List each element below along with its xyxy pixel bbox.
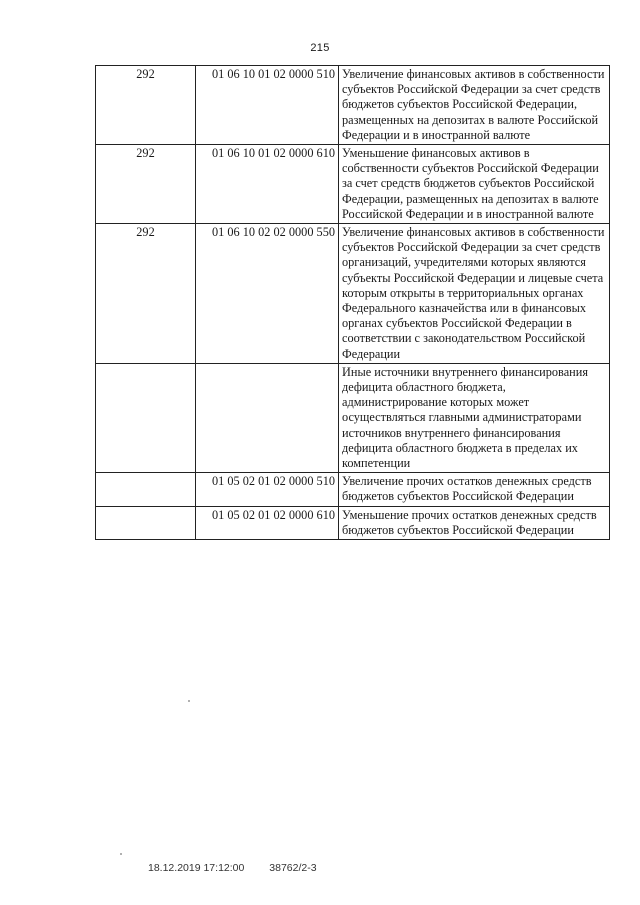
table-row [96,473,610,506]
source-name-cell: Увеличение финансовых активов в собственности субъектов Российской Федерации за счет средств организаций, учредителями которых являются субъекты Российской Федерации и лицевые счета которым открыты в территориальных органах Федерального казначейства или в финансовых органах субъектов Российской Федерации в соответствии с законодательством Российской Федерации [339,224,610,364]
admin-code-cell [96,506,196,539]
source-name-cell: Иные источники внутреннего финансирования дефицита областного бюджета, администрирование которых может осуществляться главными администраторами источников внутреннего финансирования дефицита областного бюджета в пределах их компетенции [339,363,610,472]
source-code-cell: 01 06 10 01 02 0000 510 [196,66,339,145]
admin-code-cell [96,363,196,472]
source-name-cell: Уменьшение финансовых активов в собственности субъектов Российской Федерации за счет средств бюджетов субъектов Российской Федерации, размещенных на депозитах в валюте Российской Федерации и в иностранной валюте [339,145,610,224]
source-code-cell: 01 05 02 01 02 0000 510 [196,473,339,506]
admin-code-cell: 292 [96,66,196,145]
source-name-cell: Уменьшение прочих остатков денежных средств бюджетов субъектов Российской Федерации [339,506,610,539]
admin-code-cell [96,473,196,506]
page-number: 215 [310,42,330,54]
admin-code-cell: 292 [96,145,196,224]
table-row [96,66,610,145]
source-code-cell: 01 06 10 02 02 0000 550 [196,224,339,364]
sources-table [95,65,610,540]
source-code-cell: 01 06 10 01 02 0000 610 [196,145,339,224]
source-code-cell: 01 05 02 01 02 0000 610 [196,506,339,539]
footer [148,862,317,874]
table-row [96,506,610,539]
scan-speck [120,853,122,855]
scan-speck [188,700,190,702]
admin-code-cell: 292 [96,224,196,364]
source-code-cell [196,363,339,472]
source-name-cell: Увеличение финансовых активов в собственности субъектов Российской Федерации за счет средств бюджетов субъектов Российской Федерации, размещенных на депозитах в валюте Российской Федерации и в иностранной валюте [339,66,610,145]
source-name-cell: Увеличение прочих остатков денежных средств бюджетов субъектов Российской Федерации [339,473,610,506]
table-row [96,363,610,472]
footer-doc-id: 38762/2-3 [269,862,317,874]
table-row [96,145,610,224]
table-row [96,224,610,364]
footer-datetime: 18.12.2019 17:12:00 [148,862,245,874]
